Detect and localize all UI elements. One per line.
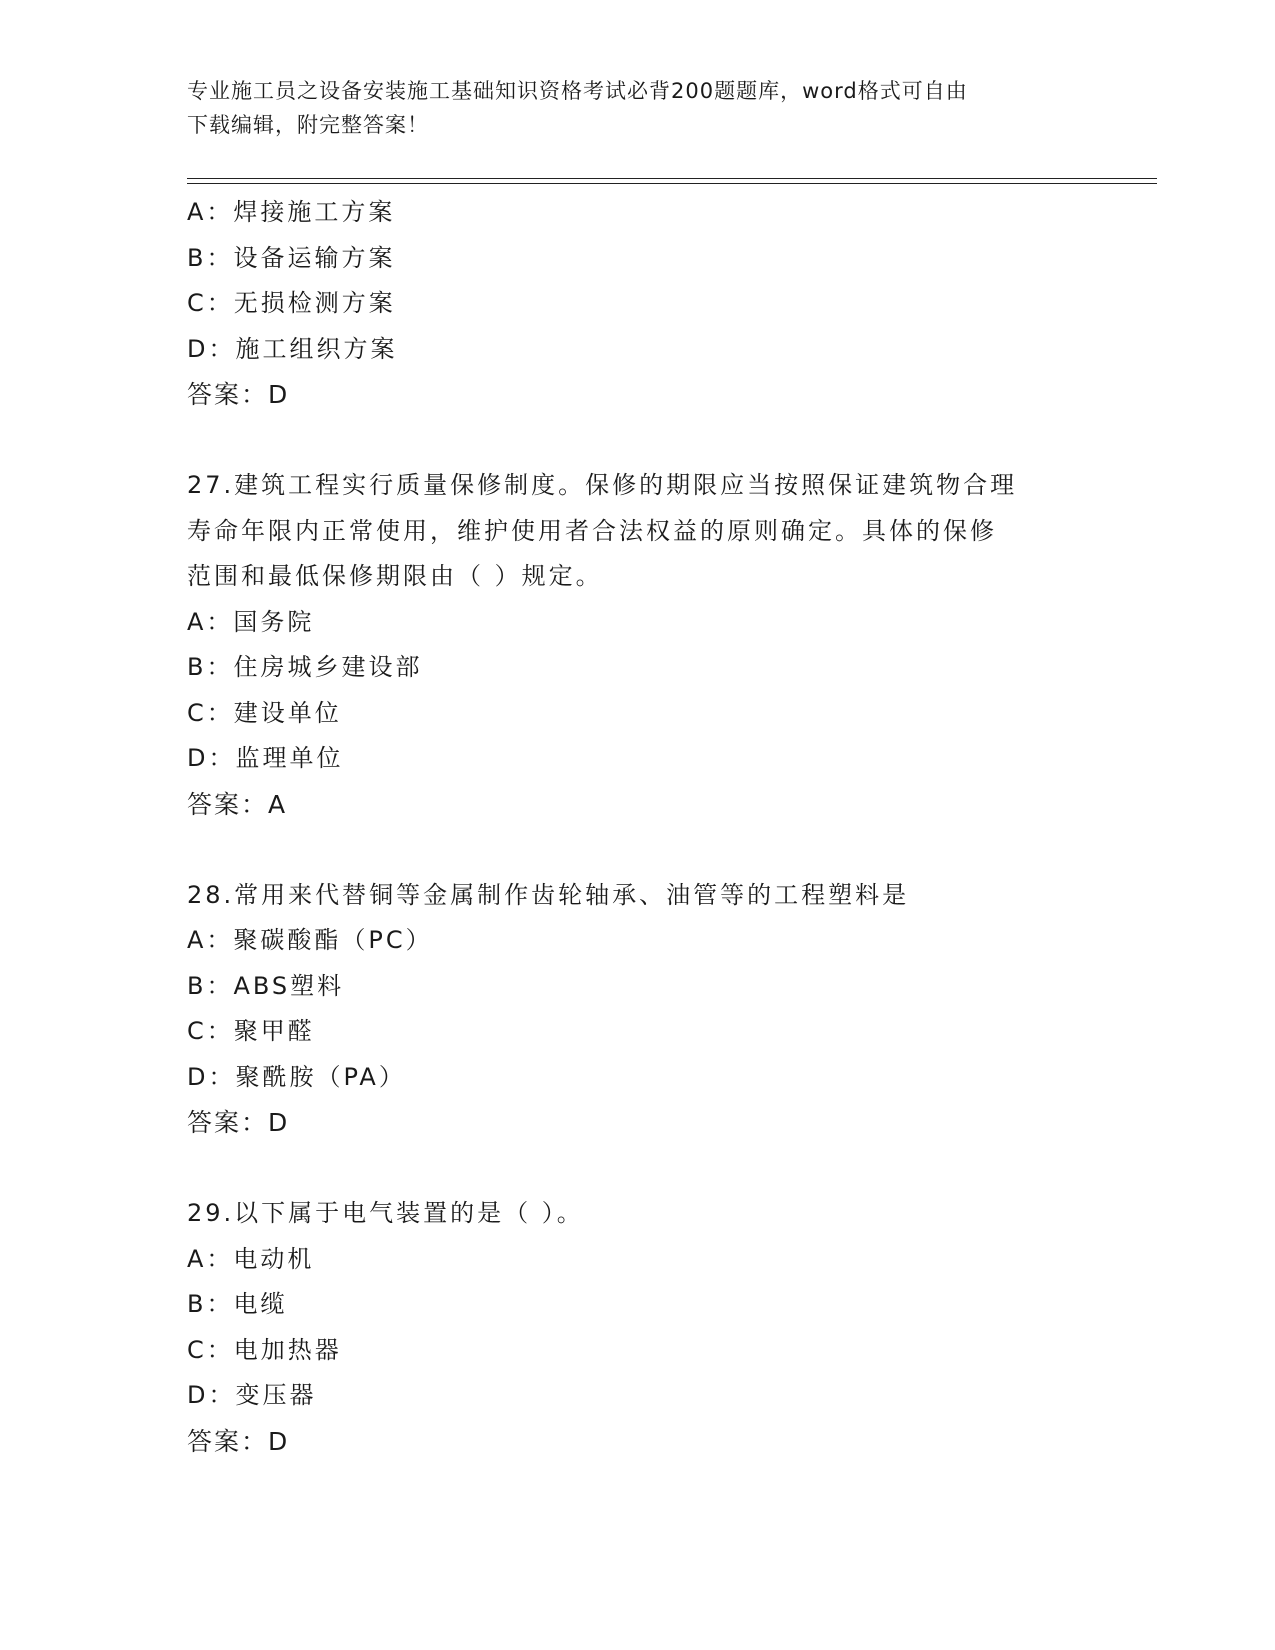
answer: 答案：D <box>187 380 290 409</box>
option-c: C：无损检测方案 <box>187 289 396 317</box>
option-b: B：设备运输方案 <box>187 243 396 272</box>
answer: 答案：A <box>187 789 288 819</box>
option-c: C：电加热器 <box>187 1335 342 1364</box>
header-divider-bottom <box>187 183 1157 184</box>
question-26-tail <box>187 190 1087 418</box>
option-b: B：住房城乡建设部 <box>187 653 423 681</box>
option-c: C：建设单位 <box>187 698 342 727</box>
option-d: D：聚酰胺（PA） <box>187 1062 406 1091</box>
question-list <box>187 190 1087 1464</box>
question-27 <box>187 463 1087 827</box>
question-text-line: 29.以下属于电气装置的是（ ）。 <box>187 1199 584 1227</box>
option-a: A：聚碳酸酯（PC） <box>187 926 433 954</box>
document-header <box>187 74 1077 142</box>
option-d: D：施工组织方案 <box>187 334 398 363</box>
question-text-line: 27.建筑工程实行质量保修制度。保修的期限应当按照保证建筑物合理 <box>187 471 1018 499</box>
answer: 答案：D <box>187 1108 290 1137</box>
question-text-line: 寿命年限内正常使用，维护使用者合法权益的原则确定。具体的保修 <box>187 516 997 545</box>
option-d: D：变压器 <box>187 1381 317 1409</box>
option-a: A：焊接施工方案 <box>187 198 396 226</box>
question-text-line: 范围和最低保修期限由（ ）规定。 <box>187 562 603 590</box>
question-28 <box>187 873 1087 1146</box>
option-b: B：ABS塑料 <box>187 971 345 1000</box>
header-line-2: 下载编辑，附完整答案！ <box>187 113 429 137</box>
spacer <box>187 827 1087 873</box>
question-29 <box>187 1191 1087 1464</box>
header-line-1: 专业施工员之设备安装施工基础知识资格考试必背200题题库，word格式可自由 <box>187 79 968 103</box>
question-text-line: 28.常用来代替铜等金属制作齿轮轴承、油管等的工程塑料是 <box>187 880 910 909</box>
header-divider-top <box>187 178 1157 179</box>
spacer <box>187 1146 1087 1192</box>
option-c: C：聚甲醛 <box>187 1017 315 1045</box>
option-d: D：监理单位 <box>187 744 344 772</box>
option-a: A：国务院 <box>187 607 315 636</box>
answer: 答案：D <box>187 1426 290 1456</box>
option-b: B：电缆 <box>187 1290 288 1318</box>
option-a: A：电动机 <box>187 1244 315 1273</box>
spacer <box>187 418 1087 464</box>
